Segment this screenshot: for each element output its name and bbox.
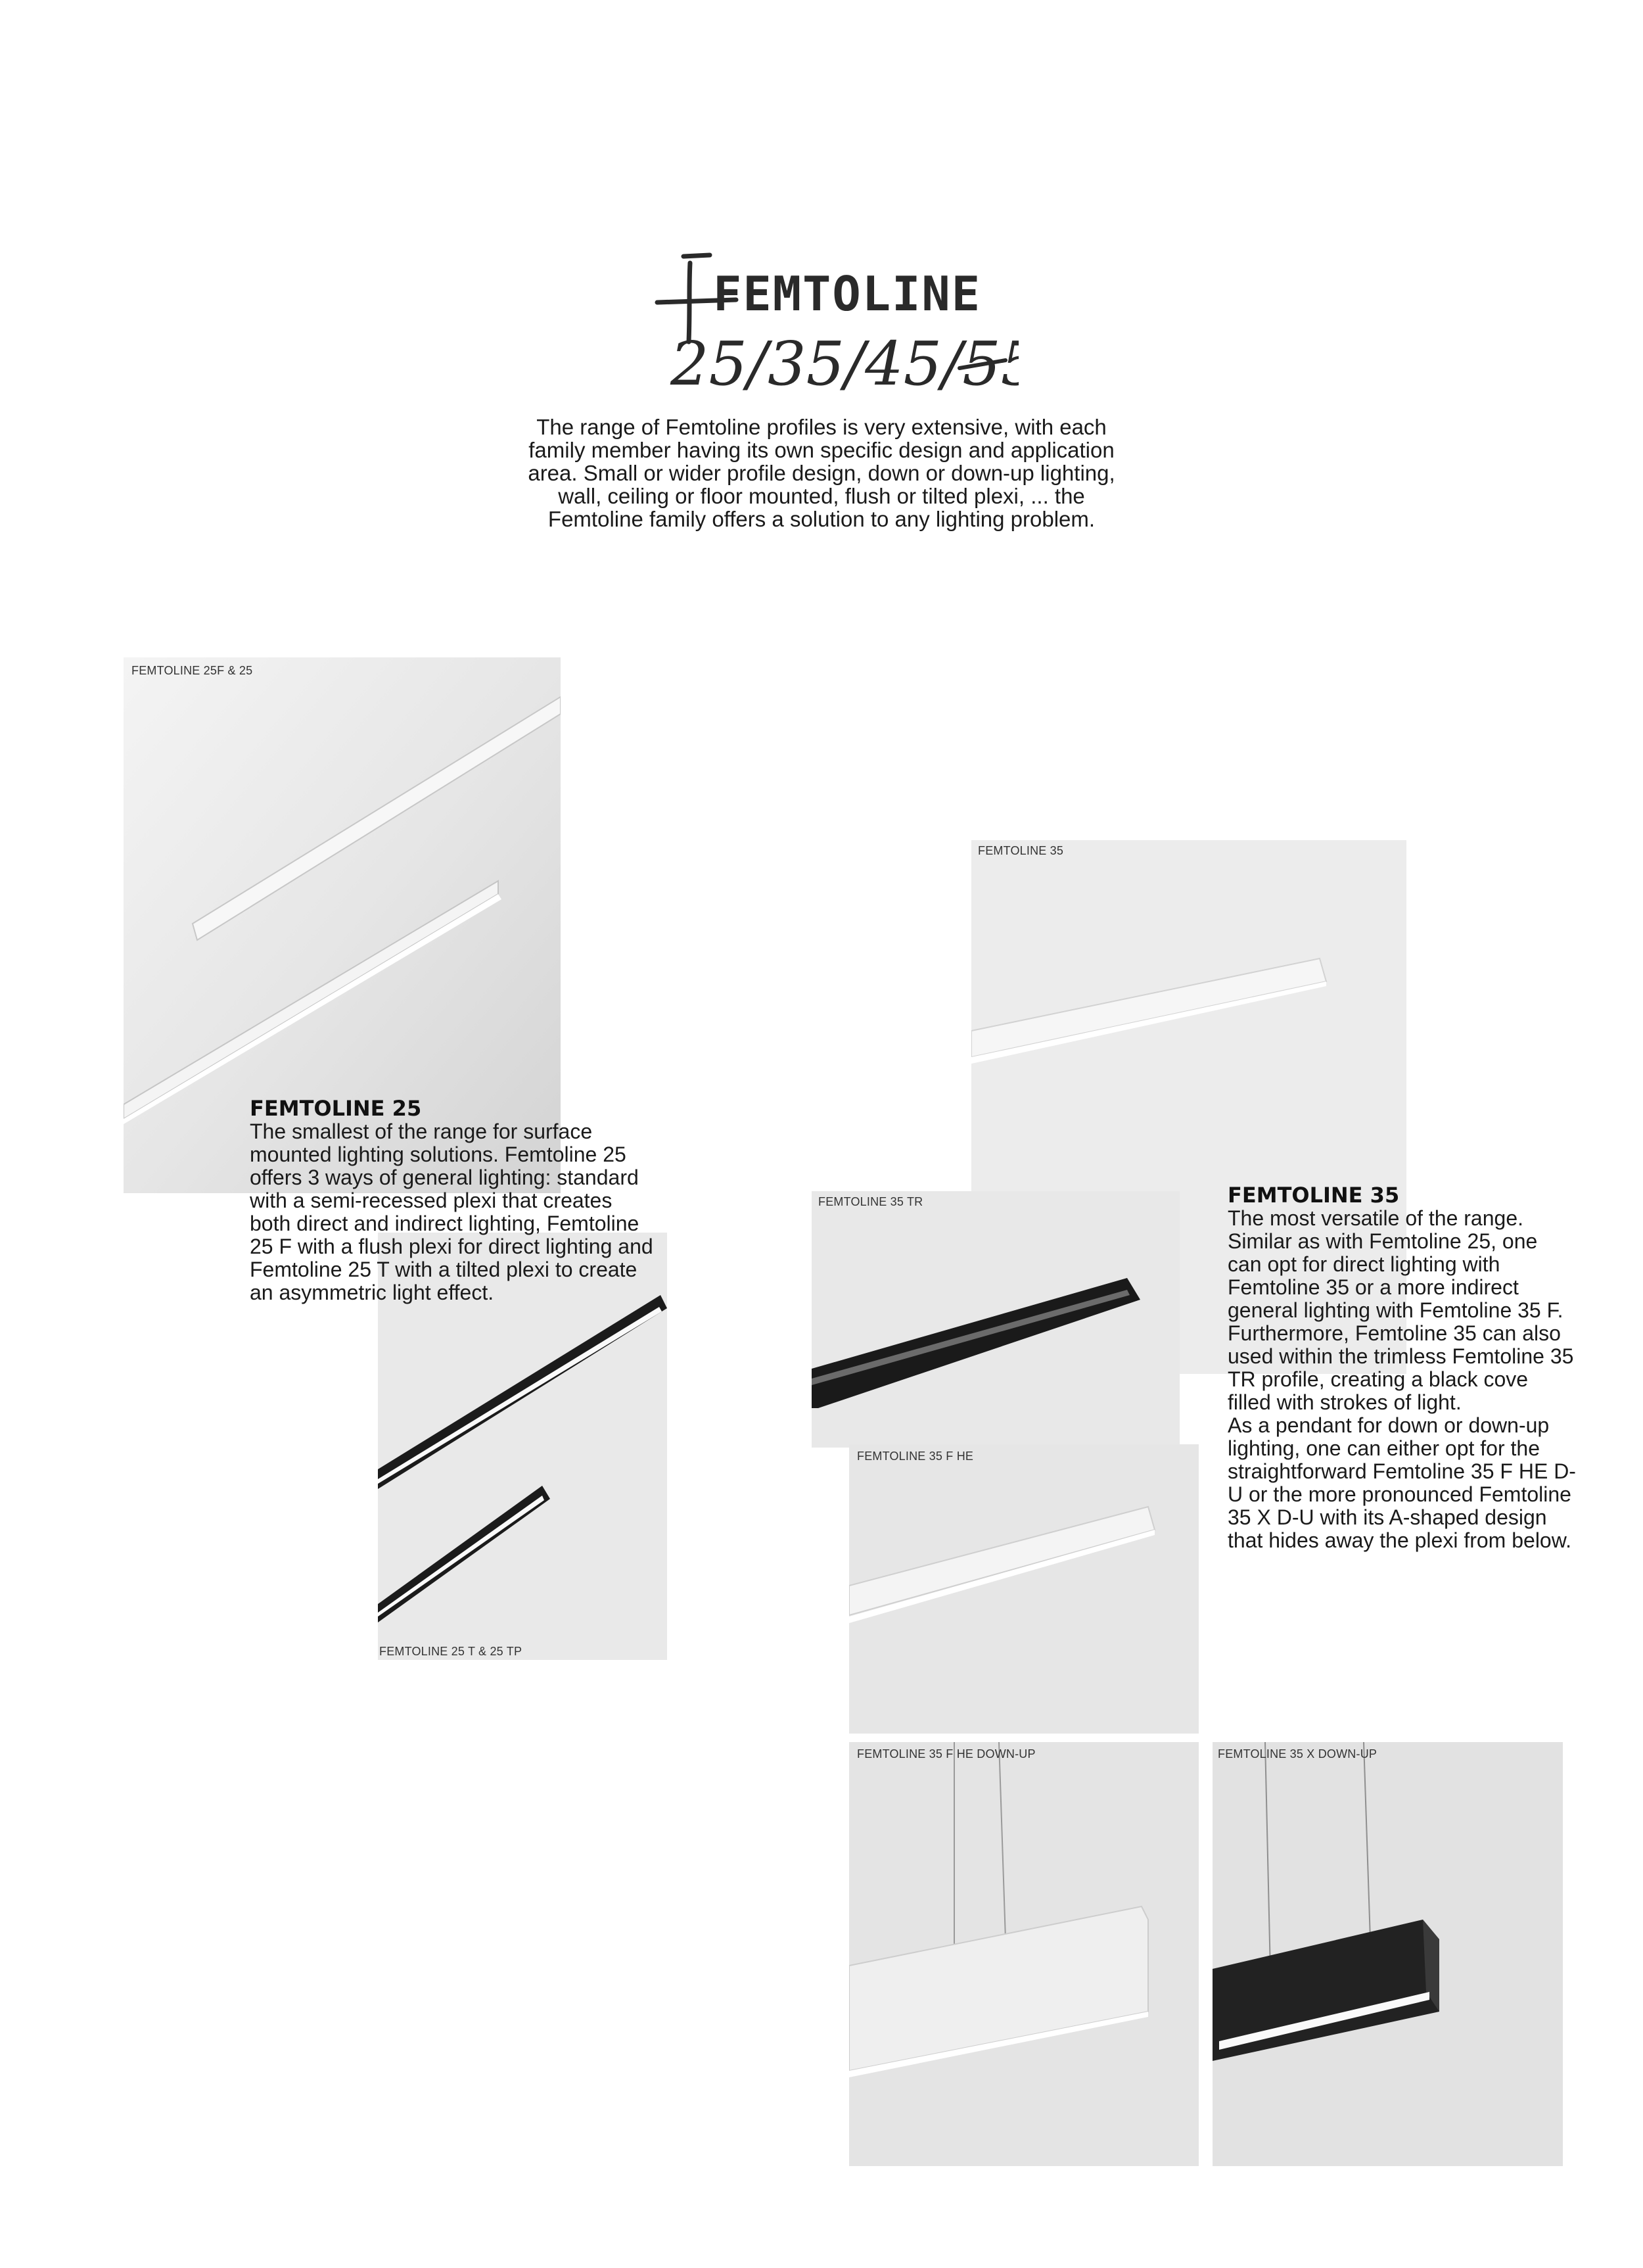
femtoline-logo (651, 237, 1019, 408)
caption-25f: FEMTOLINE 25F & 25 (131, 664, 253, 677)
caption-35tr: FEMTOLINE 35 TR (818, 1195, 923, 1208)
logo-line1: FEMTOLINE (713, 266, 982, 321)
photo-femtoline-35fhe-du (849, 1742, 1199, 2166)
photo-femtoline-35fhe (849, 1444, 1199, 1734)
logo-handwriting (651, 237, 1019, 408)
femtoline25-body: The smallest of the range for surface mounted lighting solutions. Femtoline 25 offers 3 ways of general lighting: standard with a semi-recessed plexi that creates both direct and indirect lighting, Femtoline 25 F with a flush plexi for direct lighting and Femtoline 25 T with a tilted plexi to create an asymmetric light effect. (250, 1120, 653, 1304)
photo-femtoline-35x-du (1213, 1742, 1563, 2166)
femtoline35-body: The most versatile of the range. Similar as with Femtoline 25, one can opt for direct lighting with Femtoline 35 or a more indirect general lighting with Femtoline 35 F. Furthermore, Femtoline 35 can also used within the trimless Femtoline 35 TR profile, creating a black cove filled with strokes of light. (1228, 1206, 1574, 1414)
femtoline35-body2: As a pendant for down or down-up lighting, one can either opt for the straightforward Femtoline 35 F HE D-U or the more pronounced Femtoline 35 X D-U with its A-shaped design that hides away the plexi from below. (1228, 1413, 1576, 1552)
caption-35x-du: FEMTOLINE 35 X DOWN-UP (1218, 1747, 1377, 1760)
caption-25t: FEMTOLINE 25 T & 25 TP (379, 1645, 522, 1658)
intro-text: The range of Femtoline profiles is very extensive, with each family member having its own specific design and application area. Small or wider profile design, down or down-up lighting, wall, ceiling or floor mounted, flush or tilted plexi, ... the Femtoline family offers a solution to any lighting problem. (528, 415, 1115, 531)
photo-femtoline-35tr (812, 1191, 1180, 1448)
femtoline25-title: FEMTOLINE 25 (250, 1096, 422, 1121)
femtoline25-block (250, 1097, 657, 1304)
caption-35fhe-du: FEMTOLINE 35 F HE DOWN-UP (857, 1747, 1036, 1760)
femtoline35-block (1228, 1183, 1576, 1552)
caption-35: FEMTOLINE 35 (978, 844, 1064, 857)
logo-line2: 25/35/45/55 (670, 329, 1019, 399)
femtoline35-title: FEMTOLINE 35 (1228, 1183, 1400, 1208)
caption-35fhe: FEMTOLINE 35 F HE (857, 1450, 974, 1463)
